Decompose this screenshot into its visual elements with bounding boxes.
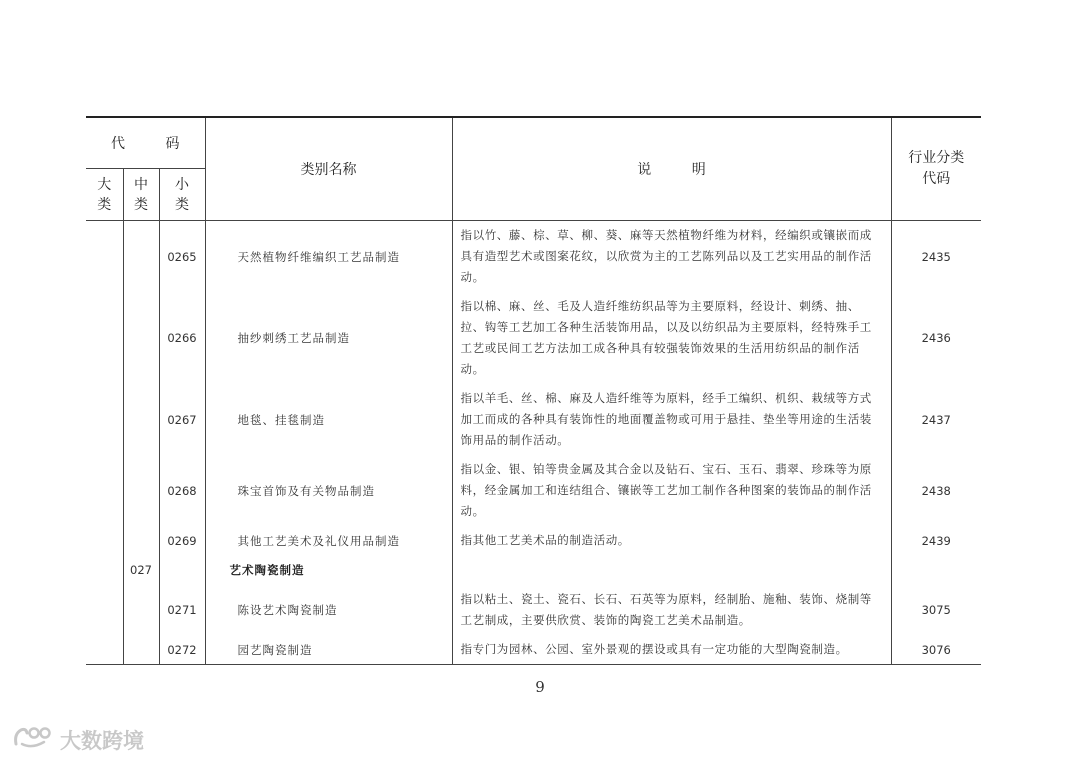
industry-code: 2438 <box>891 455 981 526</box>
medium-code <box>123 455 159 526</box>
category-description: 指其他工艺美术品的制造活动。 <box>452 526 891 555</box>
table-row <box>86 384 981 455</box>
header-industry-code-label: 行业分类代码 <box>908 150 965 187</box>
category-description: 指以羊毛、丝、棉、麻及人造纤维等为原料，经手工编织、机织、栽绒等方式加工而成的各种具有装饰性的地面覆盖物或可用于悬挂、垫坐等用途的生活装饰用品的制作活动。 <box>452 384 891 455</box>
minor-code: 0267 <box>159 384 205 455</box>
page-number: 9 <box>535 678 545 696</box>
major-code <box>86 292 123 384</box>
category-description: 指以棉、麻、丝、毛及人造纤维纺织品等为主要原料，经设计、剌绣、抽、拉、钩等工艺加工各种生活装饰用品，以及以纺织品为主要原料，经特殊手工工艺或民间工艺方法加工成各种具有较强装饰效果的生活用纺织品的制作活动。 <box>452 292 891 384</box>
brand-logo-icon <box>12 724 56 755</box>
industry-code: 2436 <box>891 292 981 384</box>
medium-code <box>123 635 159 665</box>
table-row <box>86 635 981 665</box>
classification-table-container <box>86 116 981 665</box>
header-code: 代 码 <box>86 117 205 169</box>
major-code <box>86 384 123 455</box>
category-name: 其他工艺美术及礼仪用品制造 <box>205 526 452 555</box>
header-major-label: 大类 <box>97 176 112 213</box>
category-name: 珠宝首饰及有关物品制造 <box>205 455 452 526</box>
category-name: 抽纱刺绣工艺品制造 <box>205 292 452 384</box>
category-description: 指以竹、藤、棕、草、柳、葵、麻等天然植物纤维为材料，经编织或镶嵌而成具有造型艺术或图案花纹，以欣赏为主的工艺陈列品以及工艺实用品的制作活动。 <box>452 221 891 293</box>
category-description <box>452 555 891 585</box>
medium-code <box>123 221 159 293</box>
header-minor <box>159 169 205 221</box>
major-code <box>86 635 123 665</box>
minor-code: 0272 <box>159 635 205 665</box>
category-name: 地毯、挂毯制造 <box>205 384 452 455</box>
header-minor-label: 小类 <box>175 176 189 213</box>
medium-code <box>123 526 159 555</box>
industry-code <box>891 555 981 585</box>
header-medium-label: 中类 <box>134 176 148 213</box>
major-code <box>86 526 123 555</box>
table-row <box>86 455 981 526</box>
major-code <box>86 555 123 585</box>
table-row <box>86 221 981 293</box>
minor-code <box>159 555 205 585</box>
industry-code: 2437 <box>891 384 981 455</box>
table-row <box>86 292 981 384</box>
table-row <box>86 585 981 635</box>
medium-code <box>123 585 159 635</box>
minor-code: 0265 <box>159 221 205 293</box>
minor-code: 0268 <box>159 455 205 526</box>
header-industry-code <box>891 117 981 221</box>
watermark <box>12 724 144 755</box>
major-code <box>86 455 123 526</box>
category-description: 指以金、银、铂等贵金属及其合金以及钻石、宝石、玉石、翡翠、珍珠等为原料，经金属加工和连结组合、镶嵌等工艺加工制作各种图案的装饰品的制作活动。 <box>452 455 891 526</box>
industry-code: 3076 <box>891 635 981 665</box>
minor-code: 0266 <box>159 292 205 384</box>
medium-code <box>123 384 159 455</box>
industry-code: 3075 <box>891 585 981 635</box>
header-medium <box>123 169 159 221</box>
header-major <box>86 169 123 221</box>
category-description: 指专门为园林、公园、室外景观的摆设或具有一定功能的大型陶瓷制造。 <box>452 635 891 665</box>
category-description: 指以粘土、瓷土、瓷石、长石、石英等为原料，经制胎、施釉、装饰、烧制等工艺制成，主要供欣赏、装饰的陶瓷工艺美术品制造。 <box>452 585 891 635</box>
category-name: 天然植物纤维编织工艺品制造 <box>205 221 452 293</box>
header-category-name: 类别名称 <box>205 117 452 221</box>
industry-code: 2435 <box>891 221 981 293</box>
medium-code <box>123 292 159 384</box>
category-name: 艺术陶瓷制造 <box>205 555 452 585</box>
industry-code: 2439 <box>891 526 981 555</box>
minor-code: 0269 <box>159 526 205 555</box>
header-description: 说 明 <box>452 117 891 221</box>
watermark-text: 大数跨境 <box>60 728 144 753</box>
category-name: 园艺陶瓷制造 <box>205 635 452 665</box>
major-code <box>86 221 123 293</box>
classification-table <box>86 116 981 665</box>
minor-code: 0271 <box>159 585 205 635</box>
major-code <box>86 585 123 635</box>
table-row <box>86 555 981 585</box>
table-row <box>86 526 981 555</box>
category-name: 陈设艺术陶瓷制造 <box>205 585 452 635</box>
medium-code: 027 <box>123 555 159 585</box>
